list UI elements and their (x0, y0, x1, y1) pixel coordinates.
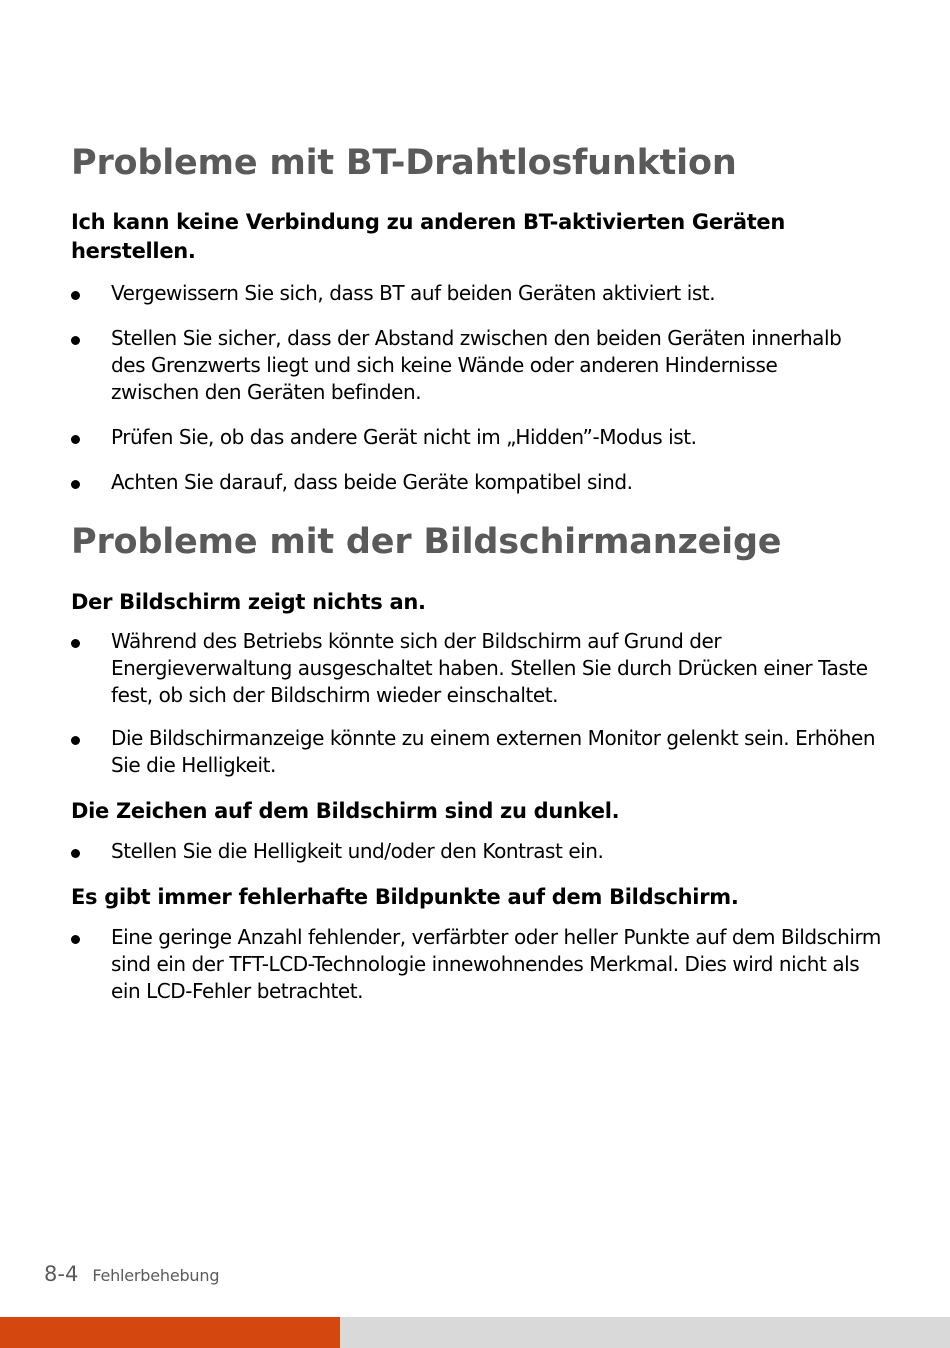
problem-heading-dark-characters: Die Zeichen auf dem Bildschirm sind zu dunkel. (71, 799, 620, 823)
bullet-icon (71, 336, 80, 345)
solution-list-dark-characters (71, 838, 891, 865)
list-item-text: Achten Sie darauf, dass beide Geräte kompatibel sind. (111, 470, 633, 494)
bullet-icon (71, 736, 80, 745)
solution-list-bt (71, 280, 871, 514)
solution-list-no-display (71, 628, 891, 795)
bullet-icon (71, 480, 80, 489)
page-footer (44, 1262, 219, 1286)
section-title-bt: Probleme mit BT-Drahtlosfunktion (71, 143, 737, 183)
problem-heading-bad-pixels: Es gibt immer fehlerhafte Bildpunkte auf dem Bildschirm. (71, 885, 739, 909)
problem-heading-bt-connection: Ich kann keine Verbindung zu anderen BT-aktivierten Geräten herstellen. (71, 210, 786, 263)
list-item (71, 280, 871, 307)
problem-heading-no-display: Der Bildschirm zeigt nichts an. (71, 590, 426, 614)
list-item-text: Vergewissern Sie sich, dass BT auf beiden Geräten aktiviert ist. (111, 281, 716, 305)
bullet-icon (71, 639, 80, 648)
footer-grey-bar (340, 1317, 950, 1348)
list-item-text: Eine geringe Anzahl fehlender, verfärbter oder heller Punkte auf dem Bildschirm sind ein der TFT-LCD-Technologie innewohnendes Merkmal. Dies wird nicht als ein LCD-Fehler betrachtet. (111, 925, 881, 1003)
solution-list-bad-pixels (71, 924, 891, 1005)
list-item-text: Die Bildschirmanzeige könnte zu einem externen Monitor gelenkt sein. Erhöhen Sie die Helligkeit. (111, 726, 876, 777)
list-item-text: Stellen Sie sicher, dass der Abstand zwischen den beiden Geräten innerhalb des Grenzwerts liegt und sich keine Wände oder anderen Hindernisse zwischen den Geräten befinden. (111, 326, 842, 404)
list-item (71, 924, 891, 1005)
list-item (71, 469, 871, 496)
list-item-text: Stellen Sie die Helligkeit und/oder den Kontrast ein. (111, 839, 604, 863)
list-item-text: Während des Betriebs könnte sich der Bildschirm auf Grund der Energieverwaltung ausgeschaltet haben. Stellen Sie durch Drücken einer Taste fest, ob sich der Bildschirm wieder einschaltet. (111, 629, 868, 707)
page-number: 8-4 (44, 1262, 79, 1286)
list-item (71, 424, 871, 451)
chapter-title: Fehlerbehebung (92, 1266, 220, 1285)
bullet-icon (71, 849, 80, 858)
footer-accent-bar (0, 1317, 340, 1348)
section-title-display: Probleme mit der Bildschirmanzeige (71, 522, 782, 562)
list-item (71, 838, 891, 865)
bullet-icon (71, 935, 80, 944)
list-item-text: Prüfen Sie, ob das andere Gerät nicht im „Hidden”-Modus ist. (111, 425, 697, 449)
list-item (71, 325, 871, 406)
bullet-icon (71, 291, 80, 300)
bullet-icon (71, 435, 80, 444)
list-item (71, 628, 891, 709)
list-item (71, 725, 891, 779)
